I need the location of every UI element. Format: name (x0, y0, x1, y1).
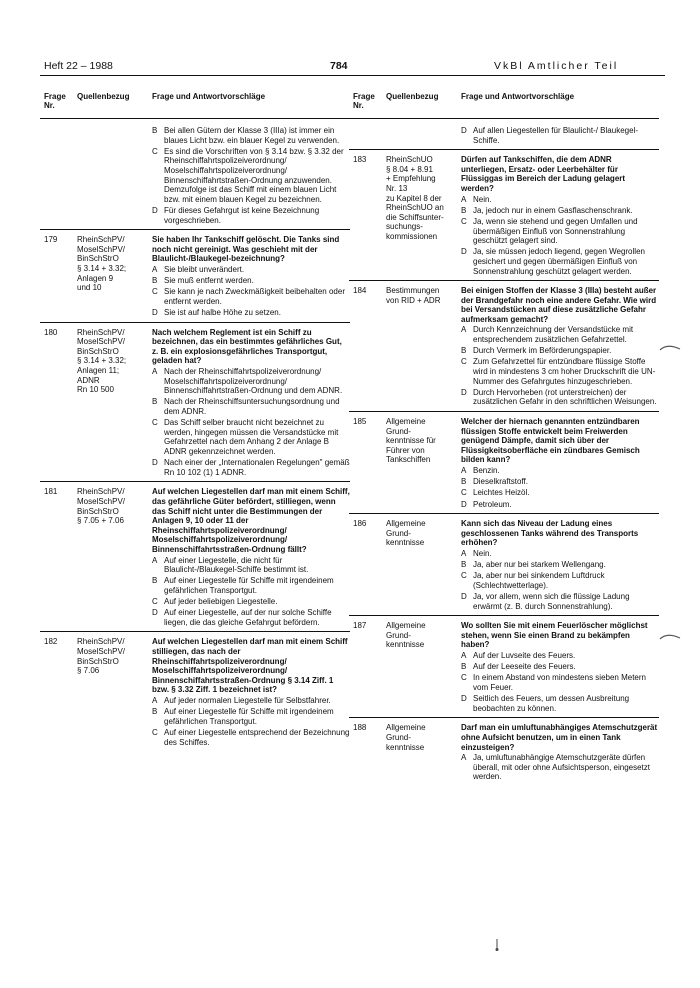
issue-label: Heft 22 – 1988 (44, 60, 113, 72)
answer-letter: A (461, 753, 467, 763)
right-column-header (349, 92, 659, 125)
answer-option (152, 418, 350, 456)
answer-option (461, 247, 659, 276)
answer-option (152, 707, 350, 726)
answer-letter: C (461, 357, 467, 367)
header-quellenbezug: Quellenbezug (386, 92, 439, 101)
question-number: 183 (353, 155, 367, 165)
answer-text: Auf einer Liegestelle, auf der nur solche Schiffe liegen, die das gleiche Gefahrgut befördern. (164, 608, 332, 627)
answer-text: Auf einer Liegestelle für Schiffe mit irgendeinem gefährlichen Transportgut. (164, 576, 334, 595)
question-number: 179 (44, 235, 58, 245)
answer-text: Das Schiff selber braucht nicht bezeichnet zu werden, hingegen müssen die Versandstücke mit Gefahrzettel nach dem Anhang 2 der Anlage B ADNR gekennzeichnet werden. (164, 418, 339, 456)
answer-option (461, 694, 659, 713)
question-number: 188 (353, 723, 367, 733)
answer-letter: B (152, 126, 158, 135)
header-frage-nr: Frage Nr. (44, 92, 66, 110)
answer-letter: B (461, 662, 467, 672)
left-column-header (40, 92, 350, 125)
margin-mark-icon (659, 632, 681, 640)
answer-letter: D (461, 387, 467, 397)
answer-text: Benzin. (473, 465, 500, 475)
answer-option (461, 466, 659, 476)
answer-text: Nach der Rheinschiffsuntersuchungsordnung und dem ADNR. (164, 397, 340, 416)
question-text: Wo sollten Sie mit einem Feuerlöscher möglichst stehen, wenn Sie einen Brand zu bekämpfen haben? (461, 621, 648, 650)
question-number: 185 (353, 417, 367, 426)
answer-letter: B (461, 560, 467, 570)
question-entry (349, 513, 659, 611)
answer-text: Petroleum. (473, 499, 512, 509)
answer-option (461, 206, 659, 216)
answer-option (152, 728, 350, 747)
answer-letter: C (152, 727, 158, 737)
answer-text: Ja, sie müssen jedoch liegend, gegen Wegrollen gesichert und gegen übermäßigen Einfluß von Sonnenstrahlung geschützt gelagert werden. (473, 247, 645, 276)
question-body (461, 155, 659, 276)
question-entry (349, 615, 659, 713)
answer-letter: B (152, 576, 158, 586)
answer-text: Nach einer der „Internationalen Regelungen" gemäß Rn 10 102 (1) 1 ADNR. (164, 458, 350, 477)
source-reference: Allgemeine Grund- kenntnisse (386, 723, 426, 752)
answer-option (152, 397, 350, 416)
question-body (461, 621, 659, 713)
answer-option (461, 325, 659, 344)
answer-letter: A (152, 555, 158, 565)
answer-letter: A (152, 367, 158, 377)
answer-letter: B (461, 346, 467, 356)
answer-text: In einem Abstand von mindestens sieben Metern vom Feuer. (473, 673, 646, 692)
answer-option (461, 126, 659, 145)
answer-option (461, 217, 659, 246)
answer-letter: A (152, 696, 158, 705)
answer-text: Leichtes Heizöl. (473, 488, 530, 498)
answer-option (461, 592, 659, 611)
answer-text: Ja, jedoch nur in einem Gasflaschenschrank. (473, 205, 633, 215)
source-reference: Allgemeine Grund- kenntnisse für Führer von Tankschiffen (386, 417, 436, 465)
answer-text: Auf einer Liegestelle für Schiffe mit irgendeinem gefährlichen Transportgut. (164, 707, 334, 726)
question-body (152, 637, 350, 747)
answer-text: Ja, wenn sie stehend und gegen Umfallen und übermäßigen Einfluß von Sonnenstrahlung geschützt gelagert sind. (473, 216, 638, 246)
question-entry (40, 126, 350, 225)
answer-letter: B (152, 276, 158, 286)
answer-text: Durch Kennzeichnung der Versandstücke mit entsprechendem zusätzlichen Gefahrzettel. (473, 325, 634, 345)
source-reference: Allgemeine Grund- kenntnisse (386, 621, 426, 650)
question-number: 187 (353, 621, 367, 631)
answer-text: Seitlich des Feuers, um dessen Ausbreitung beobachten zu können. (473, 694, 630, 713)
question-entry (349, 280, 659, 407)
answer-option (461, 346, 659, 356)
question-text: Bei einigen Stoffen der Klasse 3 (IIIa) besteht außer der Brandgefahr noch eine andere Gefahr. Wie wird bei Versandstücken auf diese zusätzliche Gefahr aufmerksam gemacht? (461, 286, 657, 324)
question-entry (349, 149, 659, 276)
answer-text: Ja, umluftunabhängige Atemschutzgeräte dürfen überall, mit oder ohne Aufsichtsperson, eingesetzt werden. (473, 753, 650, 782)
answer-letter: A (461, 465, 467, 475)
source-reference: RheinSchPV/ MoselSchPV/ BinSchStrO § 3.14 + 3.32; Anlagen 9 und 10 (77, 235, 127, 293)
answer-text: Sie bleibt unverändert. (164, 264, 245, 274)
answer-letter: C (461, 216, 467, 226)
answer-option (152, 206, 350, 225)
answer-letter: A (461, 651, 467, 661)
question-entry (349, 717, 659, 782)
answer-letter: A (152, 264, 158, 274)
answer-text: Auf allen Liegestellen für Blaulicht-/ Blaukegel-Schiffe. (473, 126, 638, 145)
question-body (461, 519, 659, 611)
question-text: Welcher der hiernach genannten entzündbaren flüssigen Stoffe entwickelt beim Freiwerden genügend Dämpfe, damit sich über der Flüssigkeitsoberfläche ein zündbares Gemisch bilden kann? (461, 417, 640, 465)
answer-text: Sie muß entfernt werden. (164, 276, 254, 286)
answer-letter: A (461, 325, 467, 335)
header-rule (40, 75, 665, 76)
answer-option (461, 500, 659, 510)
source-reference: Bestimmungen von RID + ADR (386, 286, 441, 305)
answer-letter: D (461, 694, 467, 704)
answer-text: Auf jeder normalen Liegestelle für Selbstfahrer. (164, 696, 331, 705)
answer-text: Auf einer Liegestelle entsprechend der Bezeichnung des Schiffes. (164, 727, 350, 747)
question-text: Darf man ein umluftunabhängiges Atemschutzgerät ohne Aufsicht benutzen, um in einen Tank einzusteigen? (461, 723, 658, 752)
answer-letter: C (152, 287, 158, 297)
answer-text: Ja, aber nur bei sinkendem Luftdruck (Schlechtwetterlage). (473, 571, 605, 590)
question-body (152, 126, 350, 225)
source-reference: RheinSchPV/ MoselSchPV/ BinSchStrO § 7.06 (77, 637, 126, 676)
answer-option (152, 265, 350, 275)
answer-text: Bei allen Gütern der Klasse 3 (IIIa) ist immer ein blaues Licht bzw. ein blauer Kegel zu verwenden. (164, 126, 340, 145)
answer-option (152, 126, 350, 145)
question-body (461, 417, 659, 509)
answer-letter: A (461, 194, 467, 204)
source-reference: RheinSchUO § 8.04 + 8.91 + Empfehlung Nr. 13 zu Kapitel 8 der RheinSchUO an die Schiffsunter- suchungs- kommissionen (386, 155, 444, 241)
answer-letter: D (461, 247, 467, 257)
answer-text: Es sind die Vorschriften von § 3.14 bzw. § 3.32 der Rheinschiffahrtspolizeiverordnung/ Moselschiffahrtspolizeiverordnung/ Binnenschiffahrtstraßen-Ordnung anzuwenden. Demzufolge ist das Schiff mit einem blauen Licht bzw. mit einem blauen Kegel zu bezeichnen. (164, 146, 344, 204)
answer-letter: D (152, 458, 158, 468)
answer-text: Durch Vermerk im Beförderungspapier. (473, 346, 612, 356)
answer-option (152, 276, 350, 286)
answer-letter: D (461, 126, 467, 135)
left-column (40, 92, 350, 751)
question-number: 186 (353, 519, 367, 529)
answer-option (152, 608, 350, 627)
question-entry (40, 229, 350, 318)
answer-text: Ja, aber nur bei starkem Wellengang. (473, 560, 606, 570)
answer-letter: A (461, 548, 467, 558)
answer-option (461, 549, 659, 559)
margin-mark-icon (659, 343, 681, 351)
answer-text: Sie ist auf halbe Höhe zu setzen. (164, 308, 281, 318)
answer-text: Dieselkraftstoff. (473, 477, 528, 487)
answer-text: Auf jeder beliebigen Liegestelle. (164, 597, 278, 607)
answer-option (152, 308, 350, 318)
question-text: Sie haben Ihr Tankschiff gelöscht. Die Tanks sind noch nicht gereinigt. Was geschieht mit der Blaulicht-/Blaukegel-bezeichnung? (152, 235, 340, 264)
source-reference: RheinSchPV/ MoselSchPV/ BinSchStrO § 3.14 + 3.32; Anlagen 11; ADNR Rn 10 500 (77, 327, 127, 395)
question-number: 180 (44, 327, 58, 337)
answer-option (152, 367, 350, 396)
header-frage: Frage und Antwortvorschläge (461, 92, 575, 101)
answer-option (461, 388, 659, 407)
header-quellenbezug: Quellenbezug (77, 92, 130, 101)
answer-letter: D (152, 205, 158, 215)
answer-option (461, 488, 659, 498)
question-body (152, 328, 350, 478)
answer-option (152, 576, 350, 595)
question-body (152, 235, 350, 318)
question-entry (40, 322, 350, 478)
right-column (349, 92, 659, 786)
answer-text: Sie kann je nach Zweckmäßigkeit beibehalten oder entfernt werden. (164, 287, 345, 306)
answer-letter: C (152, 146, 158, 156)
answer-letter: B (152, 397, 158, 407)
answer-text: Nein. (473, 194, 492, 204)
answer-text: Zum Gefahrzettel für entzündbare flüssige Stoffe wird in mindestens 3 cm hoher Druckschrift die UN-Nummer des Gefahrgutes hinzugeschrieben. (473, 357, 656, 386)
question-entry (40, 631, 350, 747)
answer-option (461, 673, 659, 692)
answer-option (152, 696, 350, 706)
answer-option (152, 597, 350, 607)
footer-mark-icon (492, 938, 502, 952)
question-entry (40, 481, 350, 627)
answer-option (461, 357, 659, 386)
answer-text: Nach der Rheinschiffahrtspolizeiverordnung/ Moselschiffahrtspolizeiverordnung/ Binnenschiffahrtstraßen-Ordnung und dem ADNR. (164, 367, 343, 396)
header-frage-nr: Frage Nr. (353, 92, 375, 110)
answer-text: Für dieses Gefahrgut ist keine Bezeichnung vorgeschrieben. (164, 205, 320, 225)
answer-text: Auf der Leeseite des Feuers. (473, 662, 576, 672)
question-text: Auf welchen Liegestellen darf man mit einem Schiff stilliegen, das nach der Rheinschiffahrtspolizeiverordnung/ Moselschiffahrtspolizeiverordnung/ Binnenschiffahrtsstraßen-Ordnung § 3.14 Ziff. 1 bzw. § 3.32 Ziff. 1 bezeichnet ist? (152, 637, 348, 695)
question-body (461, 126, 659, 145)
answer-letter: D (152, 608, 158, 618)
header-frage: Frage und Antwortvorschläge (152, 92, 266, 101)
answer-text: Durch Hervorheben (rot unterstreichen) der zusätzlichen Gefahr in den schriftlichen Weisungen. (473, 387, 657, 407)
question-text: Auf welchen Liegestellen darf man mit einem Schiff, das gefährliche Güter befördert, stilliegen, wenn das Schiff nicht unter die Bestimmungen der Anlagen 9, 10 oder 11 der Rheinschiffahrtspolizeiverordnung/ Moselschiffahrtspolizeiverordnung/ Binnenschiffahrtsstraßen-Ordnung fällt? (152, 487, 350, 554)
source-reference: RheinSchPV/ MoselSchPV/ BinSchStrO § 7.05 + 7.06 (77, 487, 126, 526)
answer-letter: D (461, 592, 467, 602)
answer-text: Auf einer Liegestelle, die nicht für Blaulicht-/Blaukegel-Schiffe bestimmt ist. (164, 555, 309, 575)
question-number: 181 (44, 487, 58, 497)
question-body (461, 286, 659, 407)
answer-letter: B (152, 707, 158, 717)
page-number: 784 (330, 60, 348, 72)
answer-text: Ja, vor allem, wenn sich die flüssige Ladung erwärmt (z. B. durch Sonnenstrahlung). (473, 592, 630, 611)
question-entry (349, 411, 659, 509)
answer-option (152, 147, 350, 205)
question-entry (349, 126, 659, 145)
answer-text: Nein. (473, 548, 492, 558)
question-number: 184 (353, 286, 367, 296)
answer-option (461, 753, 659, 782)
answer-option (461, 571, 659, 590)
answer-option (152, 556, 350, 575)
question-number: 182 (44, 637, 58, 647)
source-reference: Allgemeine Grund- kenntnisse (386, 519, 426, 548)
publication-title: VkBl Amtlicher Teil (494, 60, 619, 72)
answer-option (461, 560, 659, 570)
answer-letter: C (152, 597, 158, 607)
question-body (461, 723, 659, 782)
answer-letter: C (152, 418, 158, 428)
answer-letter: C (461, 571, 467, 581)
question-text: Dürfen auf Tankschiffen, die dem ADNR unterliegen, Ersatz- oder Leerbehälter für Flüssiggas im Bereich der Ladung gelagert werden? (461, 155, 626, 193)
answer-option (461, 651, 659, 661)
answer-option (461, 662, 659, 672)
question-body (152, 487, 350, 627)
answer-option (461, 477, 659, 487)
answer-letter: C (461, 673, 467, 683)
answer-letter: B (461, 477, 467, 487)
answer-letter: D (461, 499, 467, 509)
question-text: Kann sich das Niveau der Ladung eines geschlossenen Tanks während des Transports erhöhen? (461, 519, 639, 548)
answer-text: Auf der Luvseite des Feuers. (473, 651, 576, 661)
answer-option (152, 458, 350, 477)
answer-option (461, 195, 659, 205)
answer-letter: B (461, 205, 467, 215)
answer-letter: D (152, 308, 158, 318)
question-text: Nach welchem Reglement ist ein Schiff zu bezeichnen, das ein bestimmtes gefährliches Gut, z. B. ein explosionsgefährliches Transportgut, geladen hat? (152, 327, 342, 366)
answer-option (152, 287, 350, 306)
answer-letter: C (461, 488, 467, 498)
